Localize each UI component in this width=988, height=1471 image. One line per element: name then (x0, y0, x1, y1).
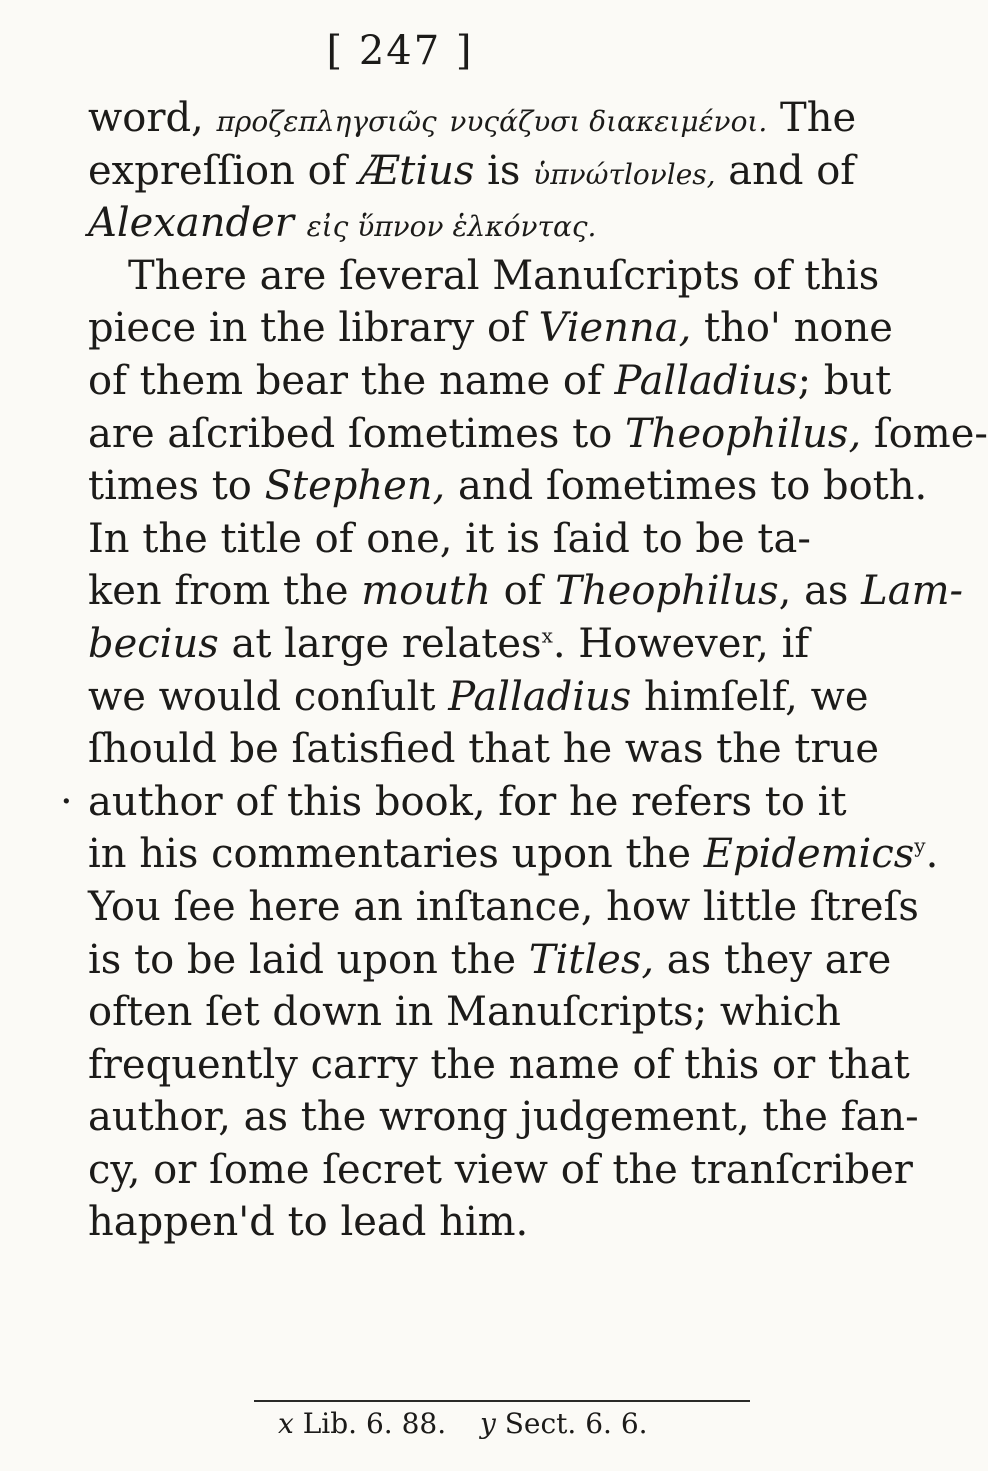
place-name: Vienna, (538, 305, 692, 352)
text-line-17: is to be laid upon the Titles, as they are (88, 936, 892, 983)
body-text (60, 92, 988, 1249)
footnote-rule (254, 1400, 750, 1402)
margin-mark: · (60, 778, 73, 825)
text-line-20: author, as the wrong judgement, the fan- (88, 1094, 919, 1141)
person-name: Lam- (861, 568, 964, 615)
text-line-16: You ſee here an inſtance, how little ſtreſs (88, 883, 919, 930)
text-line-15: in his commentaries upon the Epidemics$^y$. (88, 831, 939, 878)
text-line-22: happen'd to lead him. (88, 1199, 529, 1246)
person-name: becius (88, 620, 219, 667)
text-line-14: · author of this book, for he refers to it (88, 776, 748, 829)
text-line-3 (88, 197, 748, 250)
text-line-6: of them bear the name of Palladius; but (88, 357, 892, 404)
person-name: Palladius (448, 673, 632, 720)
footnote-ref-x[interactable]: x (541, 623, 553, 648)
text-line-12: we would conſult Palladius himſelf, we (88, 673, 869, 720)
page-number: [ 247 ] (326, 28, 474, 74)
text-line-13: ſhould be ſatisfied that he was the true (88, 726, 880, 773)
work-title: Epidemics (703, 831, 915, 878)
text-line-18: often ſet down in Manuſcripts; which (88, 989, 841, 1036)
text-line-8: times to Stephen, and ſometimes to both. (88, 463, 928, 510)
greek-phrase: ὑπνώτlονles, (533, 157, 716, 191)
text-line-21: cy, or ſome ſecret view of the tranſcriber (88, 1146, 913, 1193)
text-line-11: becius at large relates$^x$. However, if (88, 620, 810, 667)
person-name: Ætius (359, 147, 475, 194)
text-line-5: piece in the library of Vienna, tho' none (88, 305, 893, 352)
person-name: Theophilus, (625, 410, 862, 457)
greek-phrase: νυςάζυσι διακειμένοι. (449, 105, 768, 138)
person-name: Stephen, (264, 463, 446, 510)
text-line-10: ken from the mouth of Theophilus, as Lam- (88, 568, 964, 615)
emphasis: Titles, (528, 936, 655, 983)
person-name: Alexander (88, 200, 294, 247)
text-line-4: There are ſeveral Manuſcripts of this (128, 252, 880, 299)
footnote-x: x Lib. 6. 88. (278, 1407, 447, 1440)
greek-phrase: προζεπληγσιῶς (216, 105, 437, 138)
emphasis: mouth (361, 568, 491, 615)
text-line-7: are aſcribed ſometimes to Theophilus, ſome- (88, 410, 988, 457)
footnote-y: y Sect. 6. 6. (480, 1407, 648, 1440)
text-line-1: word, προζεπληγσιῶς νυςάζυσι διακειμένοι. The (88, 95, 857, 141)
text-line-19: frequently carry the name of this or that (88, 1041, 910, 1088)
footnote-ref-y[interactable]: y (914, 833, 926, 858)
person-name: Theophilus (555, 568, 779, 615)
text-line-9: In the title of one, it is ſaid to be ta- (88, 515, 811, 562)
text-line-2: expreſſion of Ætius is ὑπνώτlονles, and of (88, 147, 856, 194)
greek-phrase: εἰς ὕπνον ἑλκόντας. (306, 210, 597, 244)
person-name: Palladius (614, 357, 798, 404)
